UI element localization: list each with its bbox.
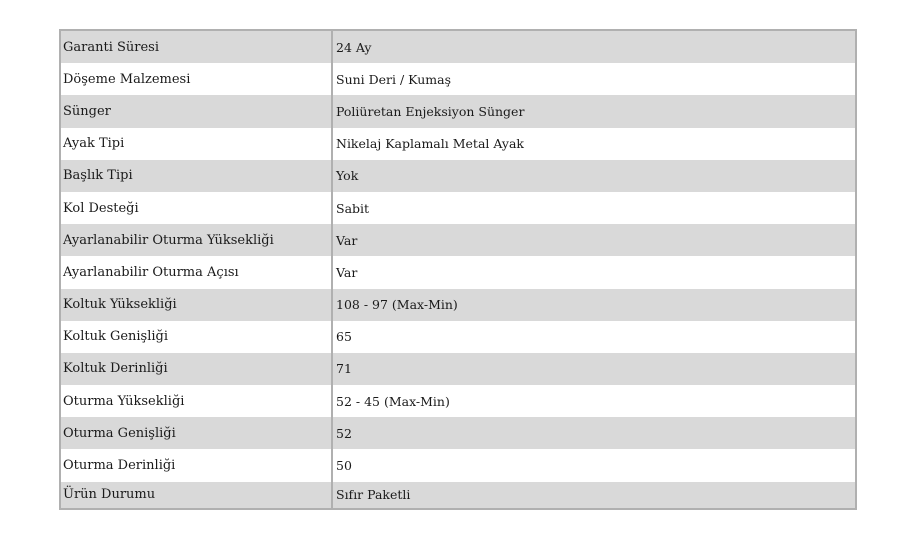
spec-label: Sünger	[61, 95, 333, 127]
spec-label: Ayarlanabilir Oturma Yüksekliği	[61, 224, 333, 256]
spec-label: Döşeme Malzemesi	[61, 63, 333, 95]
table-row	[61, 31, 855, 63]
spec-value: 71	[336, 361, 352, 377]
table-row	[61, 256, 855, 288]
spec-value: Nikelaj Kaplamalı Metal Ayak	[336, 136, 524, 152]
spec-label: Ayarlanabilir Oturma Açısı	[61, 256, 333, 288]
spec-label: Oturma Genişliği	[61, 417, 333, 449]
spec-label: Garanti Süresi	[61, 31, 333, 63]
spec-label: Ürün Durumu	[61, 482, 333, 508]
table-row	[61, 192, 855, 224]
spec-label: Başlık Tipi	[61, 160, 333, 192]
spec-value: 52	[336, 425, 352, 441]
spec-value: Suni Deri / Kumaş	[336, 71, 452, 87]
table-row	[61, 482, 855, 508]
table-row	[61, 224, 855, 256]
table-row	[61, 128, 855, 160]
table-row	[61, 385, 855, 417]
spec-label: Oturma Derinliği	[61, 449, 333, 481]
spec-label: Koltuk Yüksekliği	[61, 289, 333, 321]
spec-value: Sabit	[336, 200, 370, 216]
spec-label: Koltuk Genişliği	[61, 321, 333, 353]
spec-value: Var	[336, 232, 358, 248]
spec-label: Oturma Yüksekliği	[61, 385, 333, 417]
table-row	[61, 63, 855, 95]
spec-value: 108 - 97 (Max-Min)	[336, 297, 458, 313]
table-row	[61, 353, 855, 385]
spec-value: 52 - 45 (Max-Min)	[336, 393, 450, 409]
spec-value: Sıfır Paketli	[336, 487, 411, 503]
table-row	[61, 449, 855, 481]
table-row	[61, 95, 855, 127]
table-row	[61, 321, 855, 353]
spec-value: 24 Ay	[336, 39, 372, 55]
product-spec-table	[59, 29, 857, 510]
spec-value: Poliüretan Enjeksiyon Sünger	[336, 103, 525, 119]
table-row	[61, 289, 855, 321]
spec-label: Kol Desteği	[61, 192, 333, 224]
spec-value: 50	[336, 458, 352, 474]
table-row	[61, 417, 855, 449]
spec-label: Koltuk Derinliği	[61, 353, 333, 385]
table-row	[61, 160, 855, 192]
spec-label: Ayak Tipi	[61, 128, 333, 160]
spec-value: Yok	[336, 168, 359, 184]
spec-value: Var	[336, 264, 358, 280]
spec-value: 65	[336, 329, 352, 345]
